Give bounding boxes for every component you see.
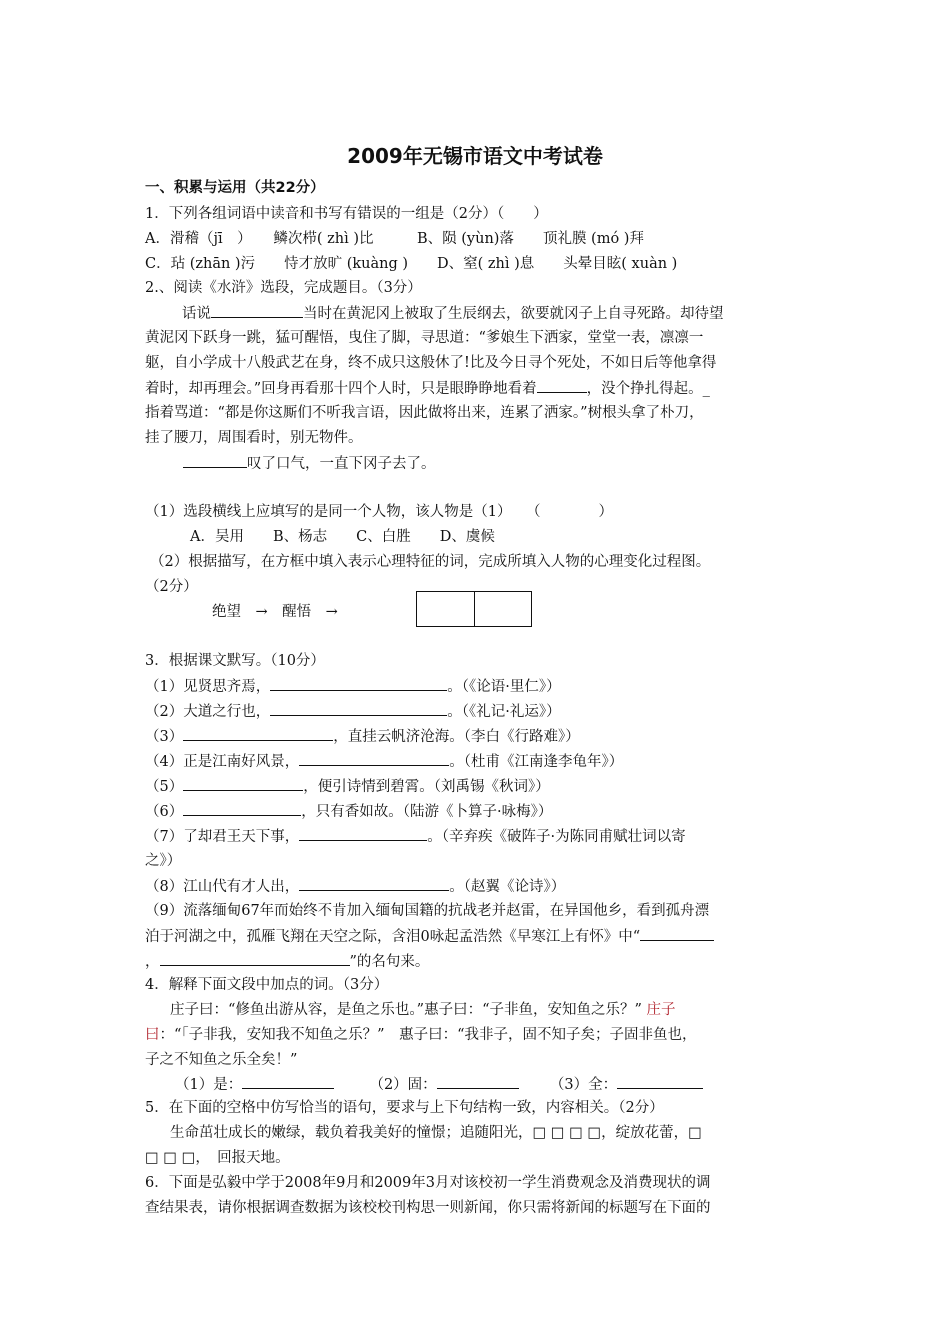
q3-text: （3） bbox=[145, 729, 184, 745]
fill-blank[interactable] bbox=[537, 378, 587, 393]
q1-stem: 1．下列各组词语中读音和书写有错误的一组是（2分）（ ） bbox=[145, 206, 548, 222]
mood-flow-chart: 绝望 → 醒悟 → bbox=[212, 604, 338, 620]
fill-blank[interactable] bbox=[617, 1074, 703, 1089]
q2-sub1-options: A．吴用 B、杨志 C、白胜 D、虞候 bbox=[190, 529, 495, 545]
q2-stem: 2.、阅读《水浒》选段，完成题目。（3分） bbox=[145, 280, 422, 296]
q3-line bbox=[145, 801, 552, 822]
fill-blank[interactable] bbox=[183, 776, 303, 791]
q2-sub2-score: （2分） bbox=[145, 579, 198, 595]
q2-passage-line: 挂了腰刀，周围看时，别无物件。 bbox=[145, 430, 363, 446]
q3-line bbox=[145, 776, 550, 797]
q4-text: 庄子曰：“修鱼出游从容，是鱼之乐也。”惠子曰：“子非鱼，安知鱼之乐？” bbox=[170, 1002, 642, 1018]
q3-line: （9）流落缅甸67年而始终不肯加入缅甸国籍的抗战老并赵雷，在异国他乡，看到孤舟漂 bbox=[145, 903, 710, 919]
fill-blank[interactable] bbox=[242, 1074, 334, 1089]
q2-passage-line: 躯，自小学成十八般武艺在身，终不成只这般休了!比及今日寻个死处，不如日后等他拿得 bbox=[145, 355, 717, 371]
q3-text: ，只有香如故。（陆游《卜算子·咏梅》） bbox=[301, 804, 553, 820]
q6-line: 6．下面是弘毅中学于2008年9月和2009年3月对该校初一学生消费观念及消费现状的调 bbox=[145, 1175, 711, 1191]
q4-answers bbox=[175, 1074, 703, 1095]
q3-text: 。（《礼记·礼运》） bbox=[447, 704, 561, 720]
q1-options-ab: A．滑稽（jī ） 鳞次栉( zhì )比 B、陨 (yùn)落 顶礼膜 (mó )拜 bbox=[145, 231, 644, 247]
q4-passage-line bbox=[170, 1000, 676, 1020]
fill-blank[interactable] bbox=[211, 303, 303, 318]
q3-line bbox=[145, 726, 580, 747]
fill-blank[interactable] bbox=[160, 951, 350, 966]
q2-text: 着时，却再理会。”回身再看那十四个人时，只是眼睁睁地看着 bbox=[145, 381, 537, 397]
q5-line: 生命茁壮成长的嫩绿，载负着我美好的憧憬；追随阳光，□ □ □ □，绽放花蕾，□ bbox=[170, 1125, 702, 1141]
q2-text: 当时在黄泥冈上被取了生辰纲去，欲要就冈子上自寻死路。却待望 bbox=[303, 306, 724, 322]
q3-text: 。（杜甫《江南逢李龟年》） bbox=[449, 754, 624, 770]
q3-text: 。（《论语·里仁》） bbox=[447, 679, 561, 695]
fill-blank[interactable] bbox=[299, 751, 449, 766]
q3-text: ，便引诗情到碧霄。（刘禹锡《秋词》） bbox=[303, 779, 550, 795]
q2-text: 叹了口气，一直下冈子去了。 bbox=[247, 456, 436, 472]
q3-line bbox=[145, 701, 561, 722]
answer-box-cell[interactable] bbox=[417, 592, 474, 626]
q3-text: （5） bbox=[145, 779, 184, 795]
q3-text: ，直挂云帆济沧海。（李白《行路难》） bbox=[333, 729, 580, 745]
exam-title: 2009年无锡市语文中考试卷 bbox=[347, 144, 603, 168]
q3-line: 之》） bbox=[145, 853, 182, 869]
q3-text: （4）正是江南好风景， bbox=[145, 754, 300, 770]
q3-line bbox=[145, 676, 561, 697]
q3-line bbox=[145, 951, 429, 972]
q3-text: ， bbox=[145, 954, 160, 970]
q2-sub2: （2）根据描写，在方框中填入表示心理特征的词，完成所填入人物的心理变化过程图。 bbox=[150, 554, 711, 570]
q5-line: □ □ □， 回报天地。 bbox=[145, 1150, 290, 1166]
q3-line bbox=[145, 926, 714, 947]
q3-text: （7）了却君王天下事， bbox=[145, 829, 300, 845]
q3-text: （8）江山代有才人出， bbox=[145, 879, 300, 895]
q3-text: 泊于河湖之中，孤雁飞翔在天空之际，含泪0咏起孟浩然《早寒江上有怀》中“ bbox=[145, 929, 641, 945]
q3-line bbox=[145, 826, 686, 847]
q3-stem: 3．根据课文默写。（10分） bbox=[145, 653, 325, 669]
q3-text: 。（赵翼《论诗》） bbox=[449, 879, 566, 895]
q4-highlight: 曰 bbox=[145, 1027, 160, 1043]
q4-passage-line: 子之不知鱼之乐全矣！” bbox=[145, 1052, 298, 1068]
answer-box-cell[interactable] bbox=[474, 592, 532, 626]
q3-text: （1）见贤思齐焉， bbox=[145, 679, 271, 695]
q4-text: （3）全： bbox=[549, 1077, 618, 1093]
q2-passage-line: 指着骂道：“都是你这厮们不听我言语，因此做将出来，连累了洒家。”树根头拿了朴刀， bbox=[145, 405, 704, 421]
q2-passage-line bbox=[145, 378, 710, 399]
answer-box[interactable] bbox=[416, 591, 532, 627]
q4-passage-line bbox=[145, 1025, 697, 1045]
q4-text: ：“「子非我，安知我不知鱼之乐？” 惠子曰：“我非子，固不知子矣；子固非鱼也， bbox=[159, 1027, 697, 1043]
fill-blank[interactable] bbox=[270, 676, 447, 691]
q4-text: （2）固： bbox=[369, 1077, 437, 1093]
section-heading: 一、积累与运用（共22分） bbox=[145, 180, 325, 196]
fill-blank[interactable] bbox=[437, 1074, 519, 1089]
q3-line bbox=[145, 751, 623, 772]
fill-blank[interactable] bbox=[270, 701, 447, 716]
q2-passage-line: 黄泥冈下跃身一跳，猛可醒悟，曳住了脚，寻思道：“爹娘生下洒家，堂堂一表，凛凛一 bbox=[145, 330, 704, 346]
q2-passage-line bbox=[182, 303, 724, 324]
q6-line: 查结果表，请你根据调查数据为该校校刊构思一则新闻，你只需将新闻的标题写在下面的 bbox=[145, 1200, 711, 1216]
q1-options-cd: C．玷 (zhān )污 恃才放旷 (kuàng ) D、窒( zhì )息 头晕目眩( xuàn ) bbox=[145, 256, 678, 272]
q2-text: ，没个挣扎得起。_ bbox=[586, 381, 710, 397]
fill-blank[interactable] bbox=[299, 876, 449, 891]
q3-text: ”的名句来。 bbox=[349, 954, 430, 970]
q4-highlight: 庄子 bbox=[646, 1002, 676, 1018]
q2-text: 话说 bbox=[182, 306, 211, 322]
q2-sub1: （1）选段横线上应填写的是同一个人物，该人物是（1） （ ） bbox=[145, 504, 613, 520]
q4-text: （1）是： bbox=[175, 1077, 243, 1093]
fill-blank[interactable] bbox=[299, 826, 427, 841]
fill-blank[interactable] bbox=[183, 453, 247, 468]
q3-text: （2）大道之行也， bbox=[145, 704, 271, 720]
q3-line bbox=[145, 876, 565, 897]
fill-blank[interactable] bbox=[183, 726, 333, 741]
q4-stem: 4．解释下面文段中加点的词。（3分） bbox=[145, 977, 389, 993]
fill-blank[interactable] bbox=[640, 926, 714, 941]
fill-blank[interactable] bbox=[183, 801, 301, 816]
q2-passage-line bbox=[183, 453, 436, 474]
q5-stem: 5．在下面的空格中仿写恰当的语句，要求与上下句结构一致，内容相关。（2分） bbox=[145, 1100, 664, 1116]
q3-text: （6） bbox=[145, 804, 184, 820]
q3-text: 。（辛弃疾《破阵子·为陈同甫赋壮词以寄 bbox=[427, 829, 686, 845]
